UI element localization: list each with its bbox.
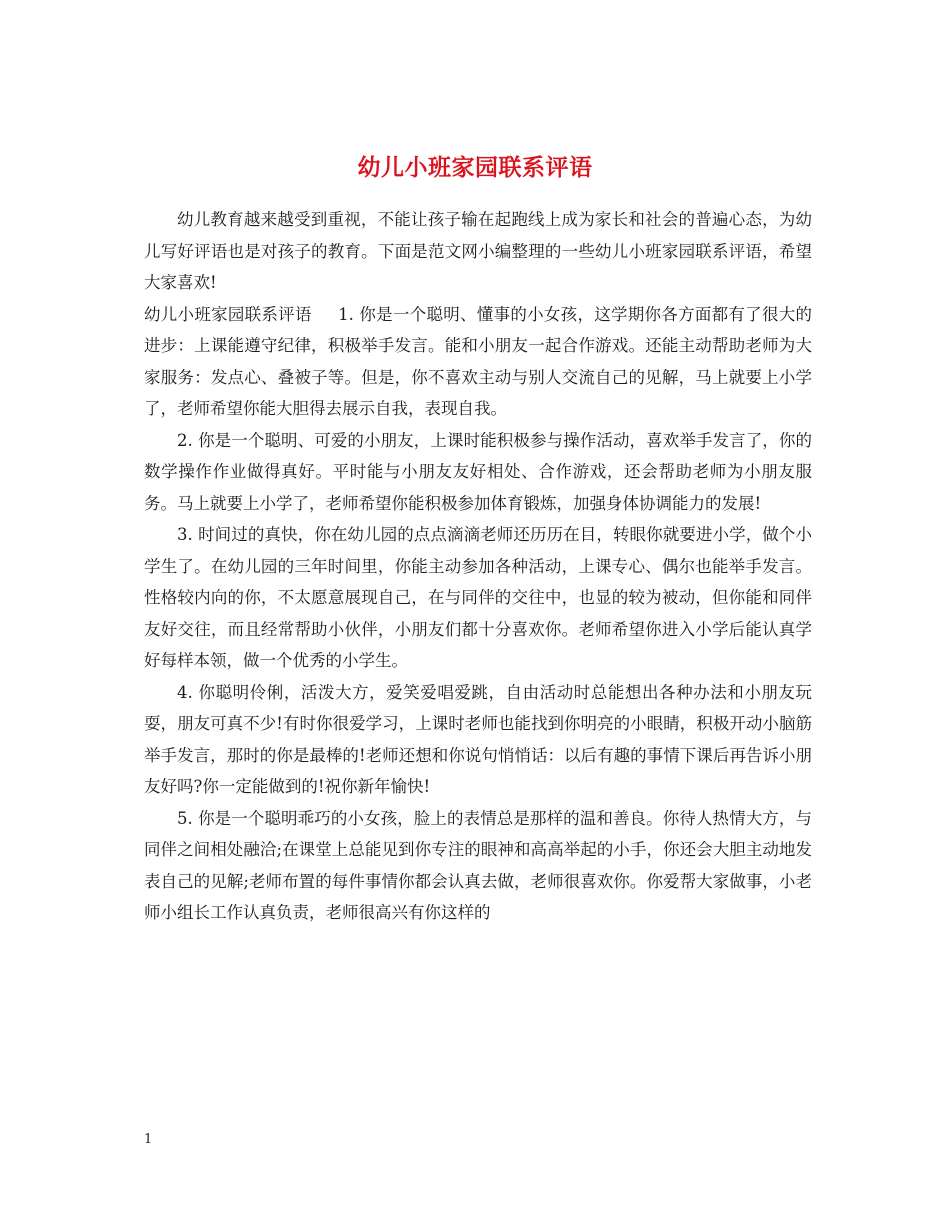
section-label: 幼儿小班家园联系评语: [144, 304, 312, 324]
document-body: [144, 204, 812, 929]
item-paragraph-2: 2. 你是一个聪明、可爱的小朋友，上课时能积极参与操作活动，喜欢举手发言了，你的数学操作作业做得真好。平时能与小朋友友好相处、合作游戏，还会帮助老师为小朋友服务。马上就要上小学了，老师希望你能积极参加体育锻炼，加强身体协调能力的发展!: [144, 430, 812, 513]
item-text-1: 1. 你是一个聪明、懂事的小女孩，这学期你各方面都有了很大的进步：上课能遵守纪律，积极举手发言。能和小朋友一起合作游戏。还能主动帮助老师为大家服务：发点心、叠被子等。但是，你不喜欢主动与别人交流自己的见解，马上就要上小学了，老师希望你能大胆得去展示自我，表现自我。: [144, 304, 812, 418]
intro-paragraph: 幼儿教育越来越受到重视，不能让孩子输在起跑线上成为家长和社会的普遍心态，为幼儿写好评语也是对孩子的教育。下面是范文网小编整理的一些幼儿小班家园联系评语，希望大家喜欢!: [144, 210, 812, 292]
item-paragraph-4: 4. 你聪明伶俐，活泼大方，爱笑爱唱爱跳，自由活动时总能想出各种办法和小朋友玩耍，朋友可真不少!有时你很爱学习，上课时老师也能找到你明亮的小眼睛，积极开动小脑筋举手发言，那时的你是最棒的!老师还想和你说句悄悄话：以后有趣的事情下课后再告诉小朋友好吗?你一定能做到的!祝你新年愉快!: [144, 682, 812, 796]
page-number: 1: [144, 1132, 153, 1147]
item-paragraph-1: [144, 299, 812, 425]
item-paragraph-5: 5. 你是一个聪明乖巧的小女孩，脸上的表情总是那样的温和善良。你待人热情大方，与同伴之间相处融洽;在课堂上总能见到你专注的眼神和高高举起的小手，你还会大胆主动地发表自己的见解;老师布置的每件事情你都会认真去做，老师很喜欢你。你爱帮大家做事，小老师小组长工作认真负责，老师很高兴有你这样的: [144, 808, 812, 922]
item-paragraph-3: 3. 时间过的真快，你在幼儿园的点点滴滴老师还历历在目，转眼你就要进小学，做个小学生了。在幼儿园的三年时间里，你能主动参加各种活动，上课专心、偶尔也能举手发言。性格较内向的你，不太愿意展现自己，在与同伴的交往中，也显的较为被动，但你能和同伴友好交往，而且经常帮助小伙伴，小朋友们都十分喜欢你。老师希望你进入小学后能认真学好每样本领，做一个优秀的小学生。: [144, 525, 812, 670]
document-title: 幼儿小班家园联系评语: [357, 154, 593, 182]
